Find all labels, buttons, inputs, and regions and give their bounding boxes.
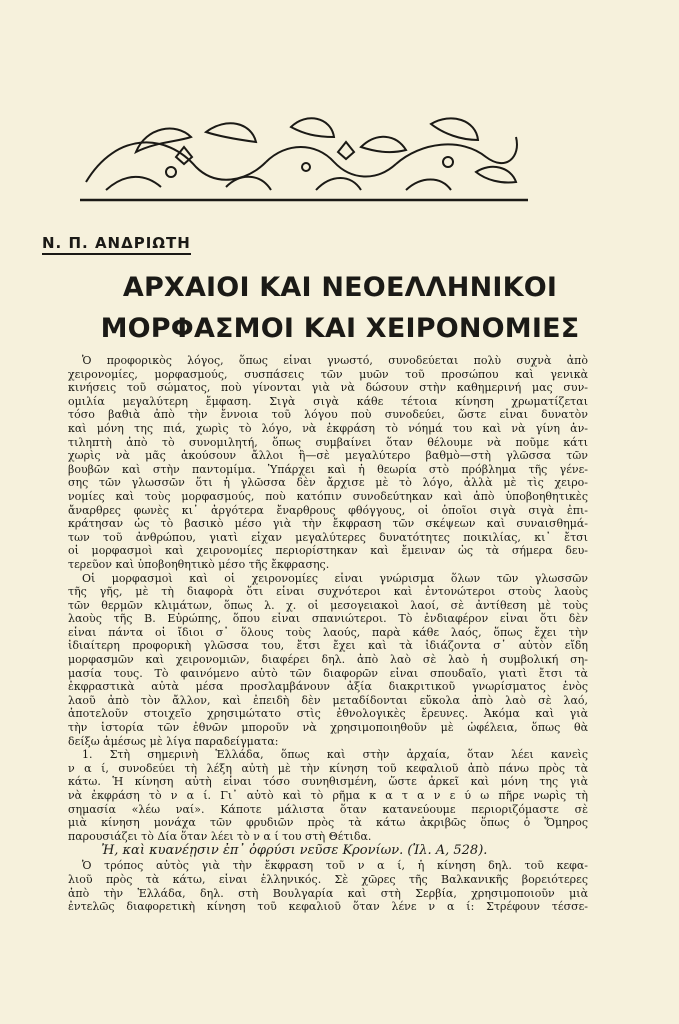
body-line: σημασία «λέω ναί». Κάποτε μάλιστα ὅταν κατανεύουμε περιοριζόμαστε σὲ	[68, 802, 588, 816]
body-line: τερεῦον καὶ ὑποβοηθητικὸ μέσο τῆς ἔκφρασης.	[68, 557, 330, 571]
body-line: τῶν θερμῶν κλιμάτων, ὅπως λ. χ. οἱ μεσογειακοὶ λαοί, σὲ ἀντίθεση μὲ τοὺς	[68, 598, 588, 612]
body-line: σης τῶν γλωσσῶν ὅτι ἡ γλῶσσα δὲν ἄρχισε μὲ τὸ λόγο, ἀλλὰ μὲ τὶς χειρο-	[68, 476, 588, 490]
body-line: ἄναρθρες φωνὲς κι᾿ ἀργότερα ἔναρθρους φθόγγους, οἱ ὁποῖοι σιγὰ σιγὰ ἐπι-	[68, 503, 588, 517]
article-body	[68, 354, 588, 914]
body-line: χωρὶς νὰ μᾶς ἀκούσουν ἄλλοι ἢ—σὲ μεγαλύτερο βαθμὸ—στὴ γλῶσσα τῶν	[68, 449, 588, 463]
body-line: μασία τους. Τὸ φαινόμενο αὐτὸ τῶν διαφορῶν εἶναι σπουδαῖο, γιατὶ ἔτσι τὰ	[68, 666, 588, 680]
body-line: ομιλία μεγαλύτερη ἔμφαση. Σιγὰ σιγὰ κάθε τέτοια κίνηση χρωματίζεται	[68, 394, 588, 408]
body-line: τόσο βαθιὰ ἀπὸ τὴν ἔννοια τοῦ λόγου ποὺ συνοδεύει, ὥστε εἶναι δυνατὸν	[68, 408, 588, 422]
body-line: Οἱ μορφασμοὶ καὶ οἱ χειρονομίες εἶναι γνώρισμα ὅλων τῶν γλωσσῶν	[82, 571, 588, 585]
body-line: ἰδιαίτερη προφορικὴ γλῶσσα του, ἔτσι ἔχει καὶ τὰ ἰδιάζοντα σ᾿ αὐτὸν εἴδη	[68, 639, 588, 653]
body-line: κινήσεις τοῦ σώματος, ποὺ γίνονται γιὰ νὰ δώσουν στὴν καθημερινή μας συν-	[68, 381, 588, 395]
body-line: μορφασμῶν καὶ χειρονομιῶν, διαφέρει δηλ. ἀπὸ λαὸ σὲ λαὸ ἡ συμβολική ση-	[68, 653, 588, 667]
body-line: νομίες καὶ τοὺς μορφασμούς, ποὺ κατόπιν συνοδεύτηκαν καὶ ἀπὸ ὑποβοηθητικὲς	[68, 489, 588, 503]
body-line: βουβῶν καὶ στὴν παντομίμα. Ὑπάρχει καὶ ἡ θεωρία στὸ πρόβλημα τῆς γένε-	[68, 462, 588, 476]
body-line: λαοῦ ἀπὸ τὸν ἄλλον, καὶ ἐπειδὴ δὲν μεταδίδονται εὔκολα ἀπὸ λαὸ σὲ λαό,	[68, 693, 588, 707]
body-line: παρουσιάζει τὸ Δία ὅταν λέει τὸ ν α ί του στὴ Θέτιδα.	[68, 829, 372, 843]
article-title-line-2: ΜΟΡΦΑΣΜΟΙ ΚΑΙ ΧΕΙΡΟΝΟΜΙΕΣ	[100, 313, 580, 344]
article-title-line-1: ΑΡΧΑΙΟΙ ΚΑΙ ΝΕΟΕΛΛΗΝΙΚΟΙ	[122, 272, 558, 303]
body-line: εἶναι πάντα οἱ ἴδιοι σ᾿ ὅλους τοὺς λαούς, παρὰ κάθε λαός, ὅπως ἔχει τὴν	[68, 625, 588, 639]
body-line: ἐκφραστικὰ αὐτὰ μέσα προσλαμβάνουν ἀξία διακριτικοῦ γνωρίσματος ἑνὸς	[68, 680, 588, 694]
floral-ornament-header	[76, 112, 532, 204]
body-line: χειρονομίες, μορφασμούς, συσπάσεις τῶν μυῶν τοῦ προσώπου καὶ γενικὰ	[68, 367, 588, 381]
body-line: ἀποτελοῦν στοιχεῖο χρησιμώτατο στὶς ἐθνολογικὲς ἔρευνες. Ἀκόμα καὶ γιὰ	[68, 707, 588, 721]
body-line: λιοῦ πρὸς τὰ κάτω, εἶναι ἑλληνικός. Σὲ χῶρες τῆς Βαλκανικῆς βορειότερες	[68, 872, 588, 886]
body-line: Ὁ τρόπος αὐτὸς γιὰ τὴν ἔκφραση τοῦ ν α ί, ἡ κίνηση δηλ. τοῦ κεφα-	[82, 859, 588, 873]
body-line: των τοῦ ἀνθρώπου, γιατὶ εἶχαν μεγαλύτερες δυνατότητες ποικιλίας, κι᾿ ἔτσι	[68, 530, 588, 544]
body-line: λαοὺς τῆς Β. Εὐρώπης, ὅπου εἶναι σπανιώτεροι. Τὸ ἐνδιαφέρον εἶναι ὅτι δὲν	[68, 612, 588, 626]
author-name: Ν. Π. ΑΝΔΡΙΩΤΗ	[42, 234, 191, 255]
body-line: ἐντελῶς διαφορετικὴ κίνηση τοῦ κεφαλιοῦ ὅταν λένε ν α ί: Στρέφουν τέσσε-	[68, 900, 588, 914]
body-line: καὶ μόνη της πιά, χωρὶς τὸ λόγο, νὰ ἐκφράση τὸ νόημά του καὶ νὰ γίνη ἀν-	[68, 421, 588, 435]
body-line: ἀπὸ τὴν Ἑλλάδα, δηλ. στὴ Βουλγαρία καὶ στὴ Σερβία, χρησιμοποιοῦν μιὰ	[68, 886, 588, 900]
body-line: τὴν ἱστορία τῶν ἐθνῶν μποροῦν νὰ χρησιμοποιηθοῦν μὲ ὠφέλεια, ὅπως θὰ	[68, 721, 588, 735]
body-line: δείξω ἀμέσως μὲ λίγα παραδείγματα:	[68, 734, 279, 748]
body-line: κράτησαν ὡς τὸ βασικὸ μέσο γιὰ τὴν ἔκφραση τῶν σκέψεων καὶ συναισθημά-	[68, 517, 588, 531]
body-line: νὰ ἐκφράση τὸ ν α ί. Γι᾿ αὐτὸ καὶ τὸ ρῆμα κ α τ α ν ε ύ ω πῆρε νωρὶς τὴ	[68, 789, 588, 802]
homeric-quote: Ἦ, καὶ κυανέῃσιν ἐπ᾿ ὀφρύσι νεῦσε Κρονίων. (Ἰλ. Α, 528).	[100, 843, 488, 859]
body-line: Ὁ προφορικὸς λόγος, ὅπως εἶναι γνωστό, συνοδεύεται πολὺ συχνὰ ἀπὸ	[82, 354, 588, 367]
body-line: οἱ μορφασμοὶ καὶ χειρονομίες περιορίστηκαν καὶ ἔμειναν ὡς τὰ σήμερα δευ-	[68, 544, 588, 558]
body-line: κάτω. Ἡ κίνηση αὐτὴ εἶναι τόσο συνηθισμένη, ὥστε ἀρκεῖ καὶ μόνη της γιὰ	[68, 775, 588, 789]
body-line: μιὰ κίνηση μονάχα τῶν φρυδιῶν πρὸς τὰ κάτω ἀκριβῶς ὅπως ὁ Ὅμηρος	[68, 816, 588, 830]
body-line: τῆς γῆς, μὲ τὴ διαφορὰ ὅτι εἶναι συχνότεροι καὶ ἐντονώτεροι στοὺς λαοὺς	[68, 585, 588, 599]
body-line: ν α ί, συνοδεύει τὴ λέξη αὐτὴ μὲ τὴν κίνηση τοῦ κεφαλιοῦ ἀπὸ πάνω πρὸς τὰ	[68, 761, 588, 775]
body-line: 1. Στὴ σημερινὴ Ἑλλάδα, ὅπως καὶ στὴν ἀρχαία, ὅταν λέει κανεὶς	[82, 748, 588, 762]
body-line: τιληπτὴ ἀπὸ τὸ συνομιλητή, ὅπως συμβαίνει ὅταν θέλουμε νὰ ποῦμε κάτι	[68, 435, 588, 449]
